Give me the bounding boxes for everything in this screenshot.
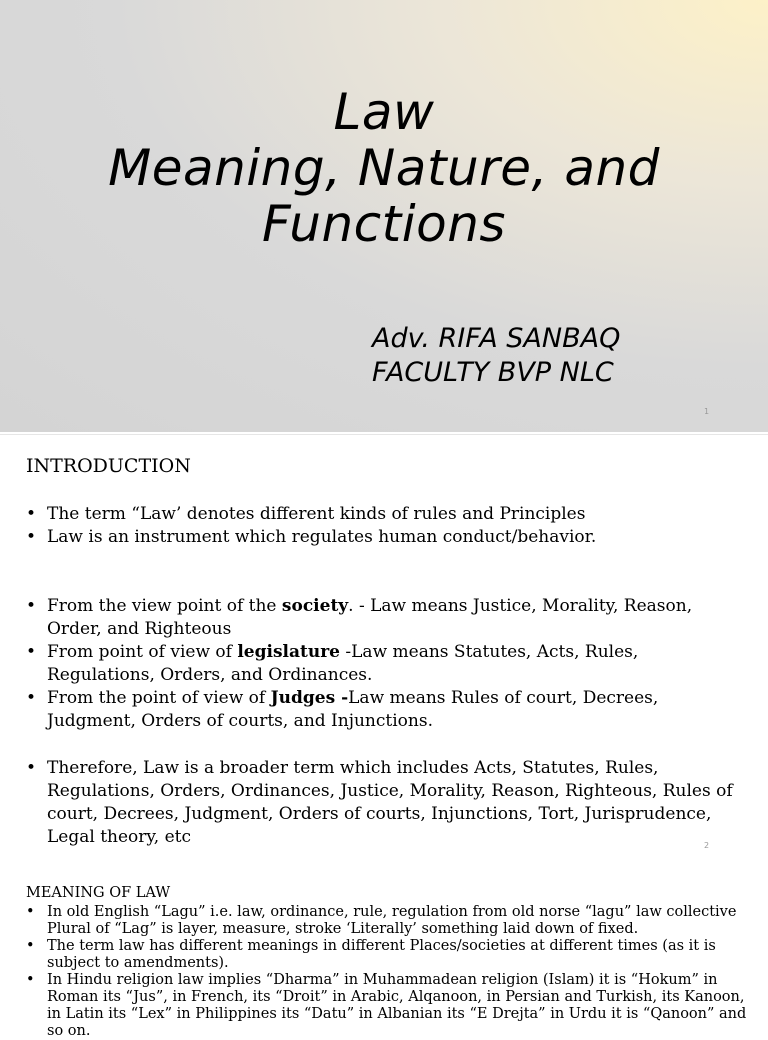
- slide-heading: INTRODUCTION: [26, 455, 191, 477]
- title-slide: [0, 0, 768, 432]
- title-line-2: Meaning, Nature, and: [108, 139, 660, 197]
- introduction-slide: [0, 434, 768, 855]
- bullet-item: [26, 595, 746, 641]
- bullet-text: From the view point of the: [47, 596, 282, 616]
- slide-number: 1: [704, 407, 710, 416]
- bullet-list: [26, 595, 746, 733]
- bullet-text: From point of view of: [47, 642, 238, 662]
- bullet-item: • The term law has different meanings in different Places/societies at different times (as it is subject to amendments).: [26, 938, 752, 972]
- bullet-item: • Therefore, Law is a broader term which includes Acts, Statutes, Rules, Regulations, Orders, Ordinances, Justice, Morality, Reason, Righteous, Rules of court, Decrees, Judgment, Orders of courts, Injunctions, Tort, Jurisprudence, Legal theory, etc: [26, 757, 746, 849]
- slide-title: [0, 84, 768, 252]
- bullet-list: [26, 904, 752, 1040]
- bullet-item: [26, 641, 746, 687]
- bullet-item: • In Hindu religion law implies “Dharma” in Muhammadean religion (Islam) it is “Hokum” in Roman its “Jus”, in French, its “Droit” in Arabic, Alqanoon, in Persian and Turkish, its Kanoon, in Latin its “Lex” in Philippines its “Datu” in Albanian its “E Drejta” in Urdu it is “Qanoon” and so on.: [26, 972, 752, 1040]
- title-line-3: Functions: [262, 195, 506, 253]
- slide-heading: MEANING OF LAW: [26, 885, 171, 901]
- bullet-item: • The term “Law’ denotes different kinds of rules and Principles: [26, 503, 746, 526]
- bullet-text: -Law means Statutes, Acts, Rules, Regulations, Orders, and Ordinances.: [47, 642, 639, 685]
- bullet-item: • In old English “Lagu” i.e. law, ordinance, rule, regulation from old norse “lagu” law collective Plural of “Lag” is layer, measure, stroke ‘Literally’ something laid down of fixed.: [26, 904, 752, 938]
- author-name: Adv. RIFA SANBAQ: [372, 323, 621, 354]
- slide-number: 2: [704, 841, 710, 850]
- bullet-list: [26, 503, 746, 549]
- meaning-of-law-slide: [0, 878, 768, 1039]
- bullet-item: • Law is an instrument which regulates human conduct/behavior.: [26, 526, 746, 549]
- author-affiliation: FACULTY BVP NLC: [372, 357, 614, 388]
- bullet-emphasis: Judges -: [270, 688, 349, 708]
- bullet-emphasis: legislature: [237, 642, 340, 662]
- bullet-text: From the point of view of: [47, 688, 271, 708]
- bullet-text: . - Law means Justice, Morality, Reason, Order, and Righteous: [47, 596, 693, 639]
- bullet-text: Law means Rules of court, Decrees, Judgment, Orders of courts, and Injunctions.: [47, 688, 659, 731]
- bullet-emphasis: society: [281, 596, 349, 616]
- bullet-list: [26, 757, 746, 849]
- title-line-1: Law: [333, 83, 435, 141]
- bullet-item: [26, 687, 746, 733]
- author-block: [372, 322, 620, 390]
